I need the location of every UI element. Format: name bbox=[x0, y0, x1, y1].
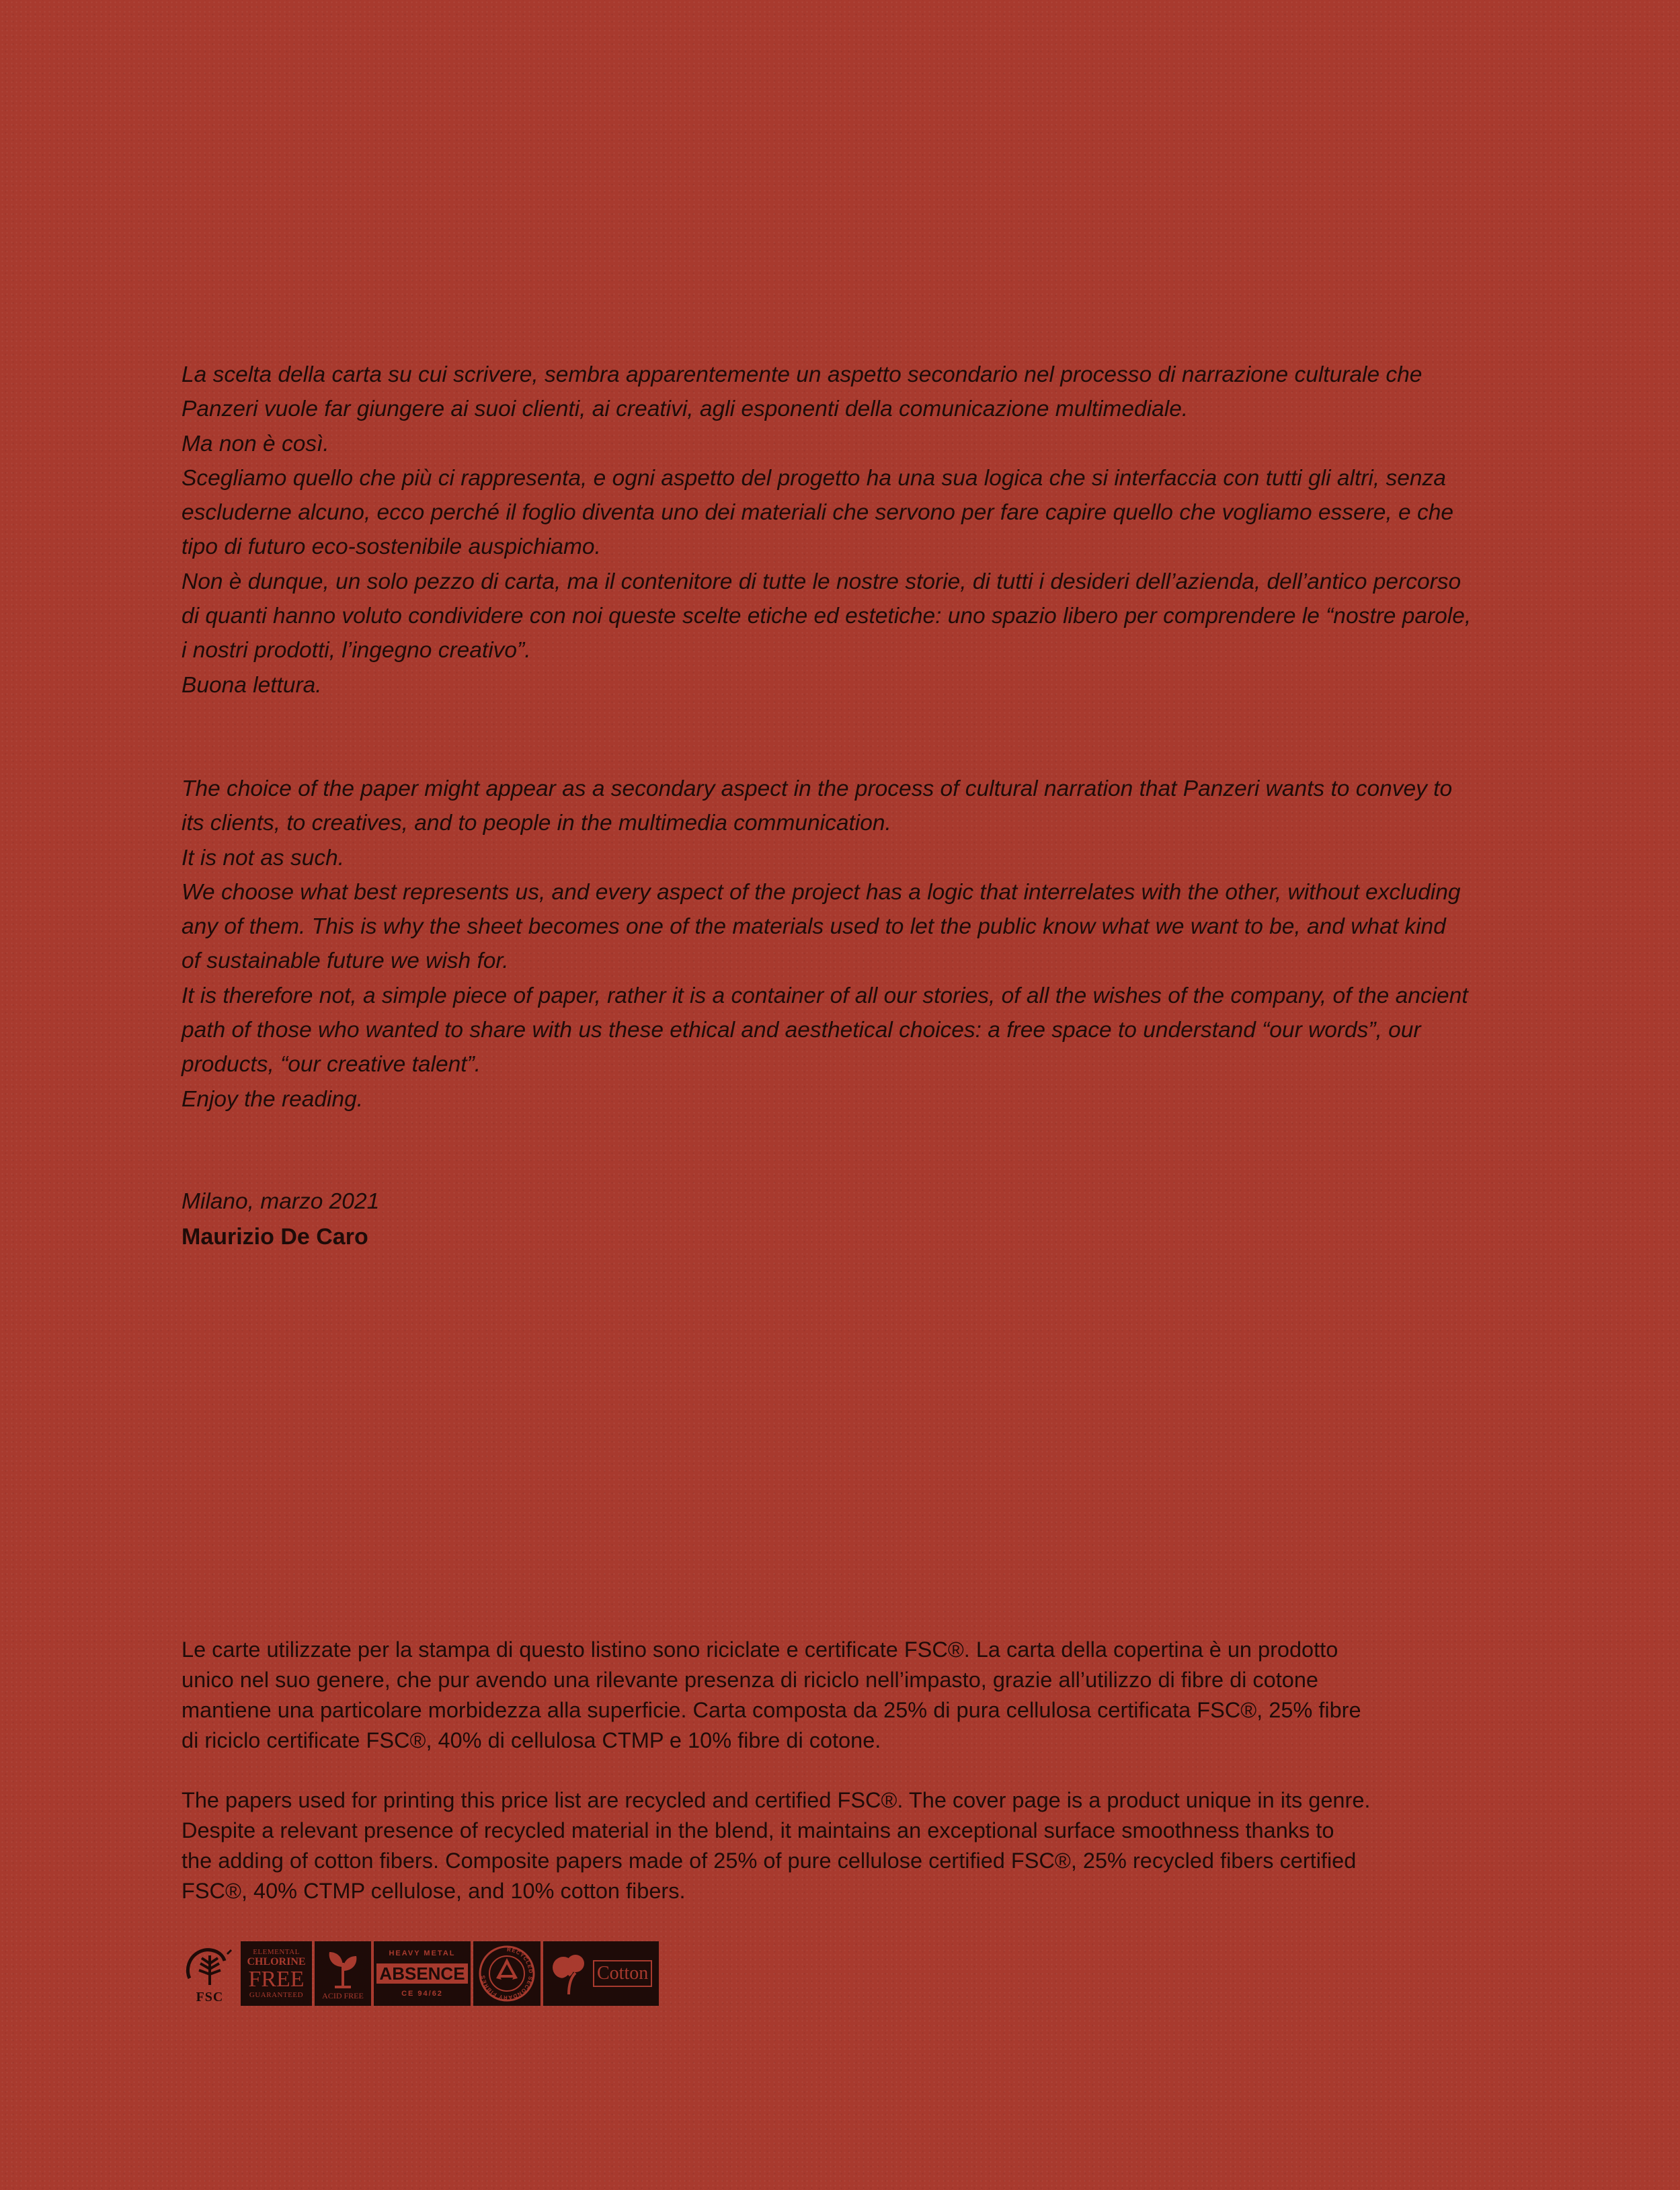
intro-english-paragraph bbox=[182, 772, 1472, 1117]
text-line: di riciclo certificate FSC®, 40% di cellulosa CTMP e 10% fibre di cotone. bbox=[182, 1728, 881, 1752]
text-line: We choose what best represents us, and every aspect of the project has a logic that interrelates with the other, without excluding bbox=[182, 879, 1461, 905]
text-line: mantiene una particolare morbidezza alla superficie. Carta composta da 25% di pura cellulosa certificata FSC®, 25% fibre bbox=[182, 1698, 1361, 1722]
fsc-logo bbox=[182, 1941, 238, 2006]
metal-big-label: ABSENCE bbox=[376, 1963, 467, 1984]
text-line: It is therefore not, a simple piece of paper, rather it is a container of all our stories, of all the wishes of the company, of the ancient bbox=[182, 983, 1468, 1008]
text-line: Le carte utilizzate per la stampa di questo listino sono riciclate e certificate FSC®. La carta della copertina è un prodotto bbox=[182, 1637, 1338, 1662]
intro-italian-paragraph bbox=[182, 358, 1472, 702]
ecf-mid-label: CHLORINE bbox=[247, 1956, 306, 1968]
text-line: any of them. This is why the sheet becomes one of the materials used to let the public know what we want to be, and what kind bbox=[182, 914, 1446, 940]
text-line: The choice of the paper might appear as a secondary aspect in the process of cultural narration that Panzeri wants to convey to bbox=[182, 776, 1453, 801]
text-line: products, “our creative talent”. bbox=[182, 1052, 481, 1078]
text-line: its clients, to creatives, and to people in the multimedia communication. bbox=[182, 811, 891, 836]
intro-english bbox=[182, 772, 1472, 1117]
ecf-logo bbox=[241, 1941, 312, 2006]
text-line: the adding of cotton fibers. Composite papers made of 25% of pure cellulose certified FSC®, 25% recycled fibers certified bbox=[182, 1849, 1357, 1873]
text-line: Buona lettura. bbox=[182, 672, 322, 698]
text-line: Despite a relevant presence of recycled material in the blend, it maintains an exceptional surface smoothness thanks to bbox=[182, 1818, 1334, 1842]
acid-free-label: ACID FREE bbox=[322, 1991, 364, 2000]
recycled-fibres-logo bbox=[473, 1941, 541, 2006]
text-line: Non è dunque, un solo pezzo di carta, ma il contenitore di tutte le nostre storie, di tutti i desideri dell’azienda, dell’antico percorso bbox=[182, 569, 1462, 594]
ecf-bottom-label: GUARANTEED bbox=[249, 1991, 304, 1999]
text-line: Scegliamo quello che più ci rappresenta, e ogni aspetto del progetto ha una sua logica che si interfaccia con tutti gli altri, senza bbox=[182, 465, 1446, 491]
cotton-boll-icon bbox=[549, 1950, 589, 1997]
heavy-metal-absence-logo bbox=[374, 1941, 471, 2006]
plant-icon bbox=[323, 1947, 363, 1991]
signature-block bbox=[182, 1184, 379, 1254]
tree-check-icon bbox=[183, 1943, 237, 1990]
text-line: tipo di futuro eco-sostenibile auspichiamo. bbox=[182, 534, 601, 560]
text-line: unico nel suo genere, che pur avendo una rilevante presenza di riciclo nell’impasto, grazie all’utilizzo di fibre di cotone bbox=[182, 1668, 1318, 1692]
text-line: It is not as such. bbox=[182, 845, 345, 870]
ecf-top-label: ELEMENTAL bbox=[253, 1948, 300, 1956]
text-line: FSC®, 40% CTMP cellulose, and 10% cotton fibers. bbox=[182, 1879, 686, 1903]
cotton-logo bbox=[543, 1941, 659, 2006]
text-line: of sustainable future we wish for. bbox=[182, 948, 509, 974]
text-line: Panzeri vuole far giungere ai suoi clienti, ai creativi, agli esponenti della comunicazione multimediale. bbox=[182, 397, 1189, 422]
text-line: i nostri prodotti, l’ingegno creativo”. bbox=[182, 638, 531, 663]
text-line: Ma non è così. bbox=[182, 431, 329, 456]
author-name: Maurizio De Caro bbox=[182, 1224, 368, 1250]
fsc-label: FSC bbox=[196, 1990, 224, 2004]
text-line: Enjoy the reading. bbox=[182, 1086, 364, 1112]
intro-italian bbox=[182, 358, 1472, 702]
acid-free-logo bbox=[315, 1941, 371, 2006]
place-date: Milano, marzo 2021 bbox=[182, 1189, 380, 1214]
ecf-big-label: FREE bbox=[248, 1967, 305, 1992]
certification-english bbox=[182, 1785, 1472, 1906]
text-line: La scelta della carta su cui scrivere, sembra apparentemente un aspetto secondario nel processo di narrazione culturale che bbox=[182, 362, 1423, 387]
metal-bottom-label: CE 94/62 bbox=[401, 1990, 443, 1998]
certification-italian bbox=[182, 1635, 1472, 1756]
text-line: escluderne alcuno, ecco perché il foglio diventa uno dei materiali che servono per fare capire quello che vogliamo essere, e che bbox=[182, 500, 1453, 526]
certification-logos bbox=[182, 1941, 659, 2006]
text-line: The papers used for printing this price list are recycled and certified FSC®. The cover page is a product unique in its genre. bbox=[182, 1788, 1371, 1812]
metal-top-label: HEAVY METAL bbox=[389, 1949, 456, 1957]
text-line: path of those who wanted to share with us these ethical and aesthetical choices: a free space to understand “our words”, our bbox=[182, 1018, 1421, 1043]
recycle-ring-label: RECYCLED SECONDARY FIBRES bbox=[479, 1946, 534, 2001]
text-line: di quanti hanno voluto condividere con noi queste scelte etiche ed estetiche: uno spazio libero per comprendere le “nostre parole, bbox=[182, 604, 1472, 629]
cotton-label: Cotton bbox=[593, 1960, 652, 1987]
recycle-icon bbox=[477, 1943, 537, 2004]
